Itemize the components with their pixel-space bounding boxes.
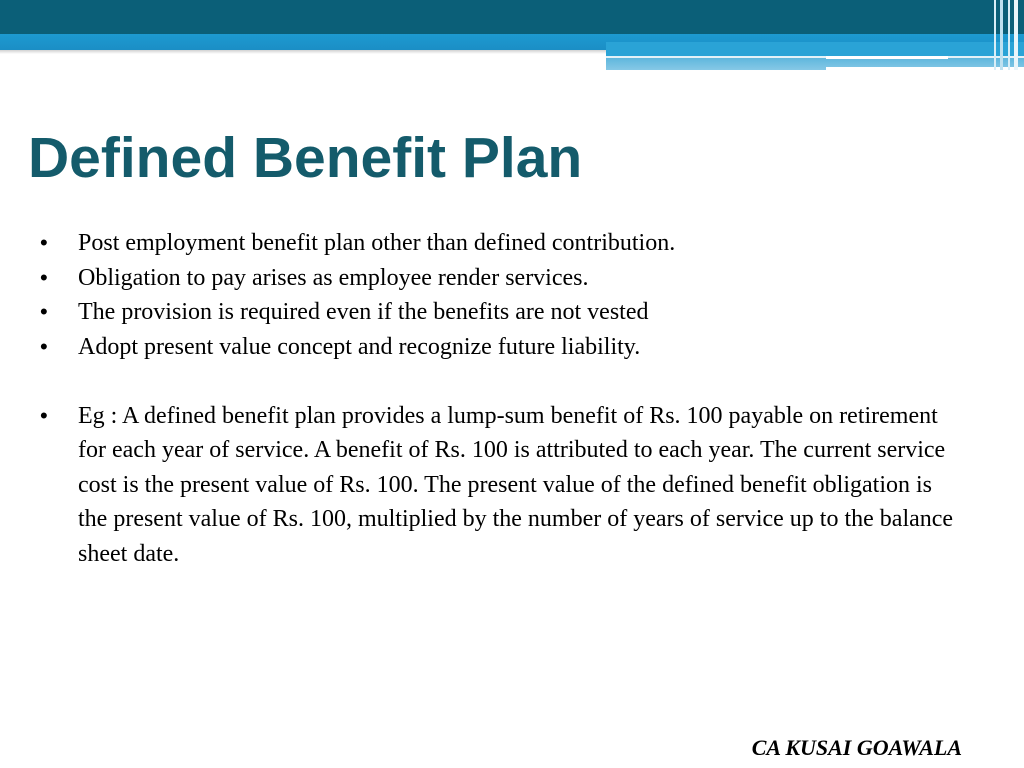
bullet-text: Post employment benefit plan other than defined contribution.: [78, 230, 676, 256]
bullet-icon: •: [40, 264, 48, 290]
bullet-item-example: [40, 399, 960, 572]
bullet-item: [40, 226, 960, 261]
banner-shadow: [0, 50, 606, 54]
slide-title: Defined Benefit Plan: [28, 126, 583, 190]
banner-edge-line: [994, 0, 996, 70]
bullet-text: Adopt present value concept and recognize future liability.: [78, 333, 641, 360]
bullet-item: [40, 330, 960, 365]
bullet-list: [40, 226, 960, 571]
bullet-icon: •: [40, 299, 48, 324]
bullet-item: [40, 295, 960, 330]
banner-step: [606, 42, 1024, 56]
author-footer: CA KUSAI GOAWALA: [751, 735, 962, 760]
banner-edge-line: [1000, 0, 1003, 70]
bullet-icon: •: [40, 333, 48, 359]
banner-edge-line: [1008, 0, 1010, 70]
banner-edge-line: [1014, 0, 1018, 70]
bullet-text: Eg : A defined benefit plan provides a lump-sum benefit of Rs. 100 payable on retirement for each year of service. A benefit of Rs. 100 is attributed to each year. The current service cost is the present value of Rs. 100. The present value of the defined benefit obligation is the present value of Rs. 100, multiplied by the number of years of service up to the balance sheet date.: [78, 402, 954, 567]
bullet-text: Obligation to pay arises as employee render services.: [78, 264, 589, 291]
bullet-item: [40, 261, 960, 296]
banner-white-line: [826, 56, 948, 59]
bullet-icon: •: [40, 402, 48, 428]
banner-dark-band: [0, 0, 1024, 36]
bullet-icon: •: [40, 230, 48, 255]
bullet-text: The provision is required even if the benefits are not vested: [78, 299, 649, 325]
